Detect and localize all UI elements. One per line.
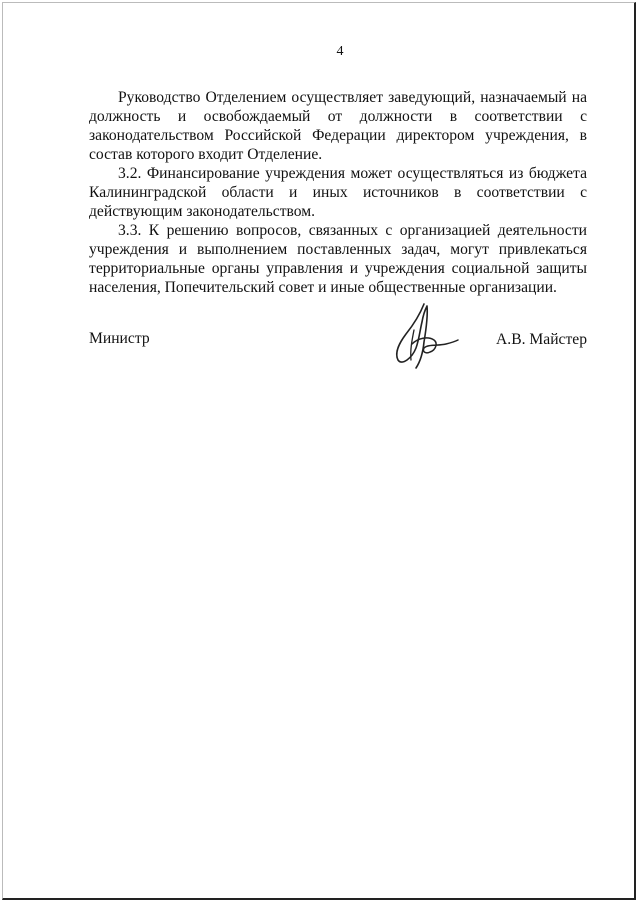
paragraph-management: Руководство Отделением осуществляет заведующий, назначаемый на должность и освобождаемый от должности в соответствии с законодательством Российской Федерации директором учреждения, в состав которого входит Отделение. <box>89 89 587 163</box>
signer-position: Министр <box>89 330 150 347</box>
signature-block <box>89 300 587 380</box>
signature-icon <box>384 300 464 372</box>
paragraph-3-3-cooperation: 3.3. К решению вопросов, связанных с организацией деятельности учреждения и выполнением поставленных задач, могут привлекаться территориальные органы управления и учреждения социальной защиты населения, Попечительский совет и иные общественные организации. <box>89 222 587 296</box>
signer-name: А.В. Майстер <box>496 331 587 348</box>
paragraph-3-2-financing: 3.2. Финансирование учреждения может осуществляться из бюджета Калининградской области и иных источников в соответствии с действующим законодательством. <box>89 165 587 220</box>
page-number: 4 <box>336 44 344 59</box>
document-body <box>89 88 587 297</box>
